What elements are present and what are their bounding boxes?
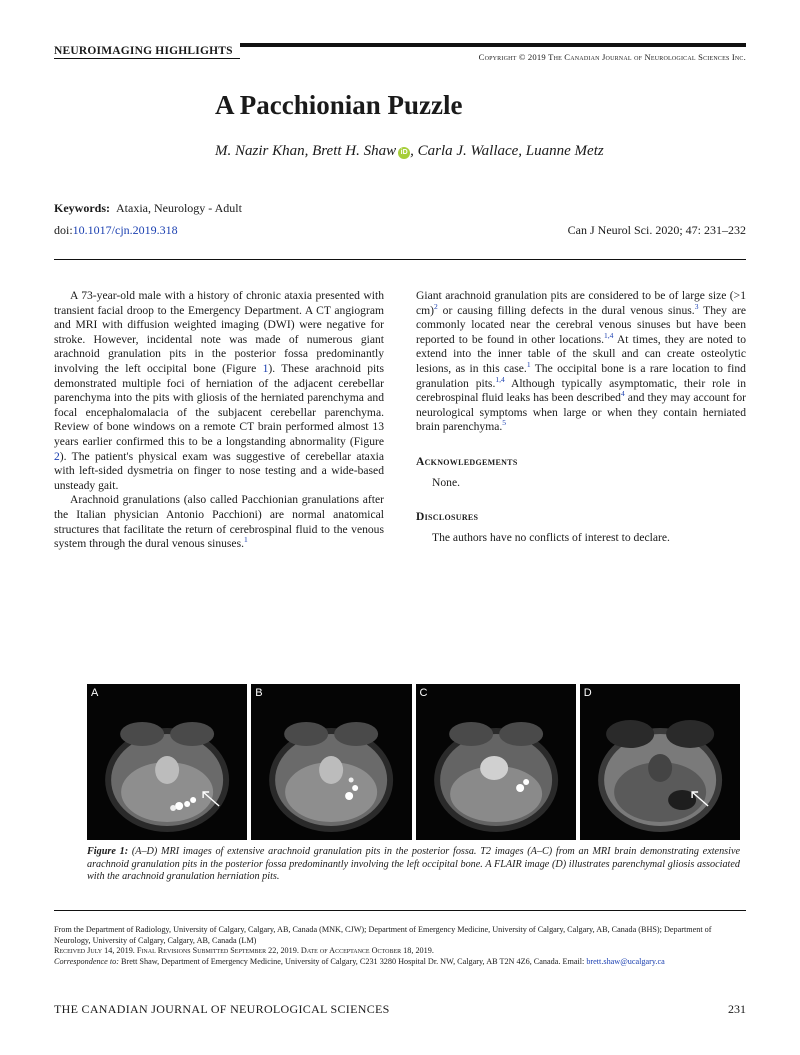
doi-link[interactable]: 10.1017/cjn.2019.318: [72, 223, 178, 237]
keywords: [54, 201, 242, 216]
affiliations: From the Department of Radiology, University of Calgary, Calgary, AB, Canada (MNK, CJW); Department of Emergency Medicine, University of Calgary, Calgary, AB, Canada (BHS); Department of Neurology, University of Calgary, Calgary, AB, Canada (LM): [54, 925, 712, 945]
mri-panel-d: [580, 684, 740, 840]
disclosures-heading: Disclosures: [416, 511, 479, 524]
citation-sup[interactable]: 1: [526, 360, 531, 370]
mri-panel-b: [251, 684, 411, 840]
column-left: [54, 289, 384, 552]
panel-label: C: [419, 687, 428, 699]
mri-image-icon: [251, 684, 411, 840]
citation-sup[interactable]: 4: [620, 389, 625, 399]
figure-1: [87, 684, 740, 840]
section-label: NEUROIMAGING HIGHLIGHTS: [54, 45, 233, 57]
citation-sup[interactable]: 5: [502, 418, 507, 428]
citation: Can J Neurol Sci. 2020; 47: 231–232: [567, 223, 746, 237]
p3-text-f: Although typically asymptomatic, their role in cerebrospinal fluid leaks has been described: [416, 376, 746, 405]
authors-first: M. Nazir Khan, Brett H. Shaw: [215, 143, 397, 159]
footer-journal: THE CANADIAN JOURNAL OF NEUROLOGICAL SCIENCES: [54, 1002, 390, 1016]
p3-text-g: and they may account for neurological symptoms when large or when they contain herniated brain parenchyma.: [416, 391, 746, 434]
citation-sup[interactable]: 1,4: [604, 330, 614, 340]
keywords-value: Ataxia, Neurology - Adult: [116, 201, 242, 215]
mri-image-icon: [87, 684, 247, 840]
p3-text-d: At times, they are noted to extend into the inner table of the skull and can create osteolytic lesions, as in this case.: [416, 332, 746, 375]
author-list: [215, 143, 604, 160]
p3-text-e: The occipital bone is a rare location to find granulation pits.: [416, 361, 746, 390]
copyright-notice: Copyright © 2019 The Canadian Journal of Neurological Sciences Inc.: [478, 52, 746, 62]
p3-text-c: They are commonly located near the cerebral venous sinuses but have been reported to be found in other locations.: [416, 303, 746, 346]
mri-image-icon: [416, 684, 576, 840]
mri-image-icon: [580, 684, 740, 840]
correspondence-label: Correspondence to:: [54, 956, 119, 966]
figure-ref-2[interactable]: 2: [54, 449, 60, 463]
p1-text-b: ). These arachnoid pits demonstrated multiple foci of herniation of the adjacent cerebellar parenchyma into the pits with gliosis of the herniated parenchyma and focal encephalomalacia of the subjacent cerebellar parenchyma. Review of bone windows on a remote CT brain performed almost 13 years earlier confirmed this to be a longstanding abnormality (Figure: [54, 361, 385, 448]
caption-text: (A–D) MRI images of extensive arachnoid granulation pits in the posterior fossa. T2 images (A–C) from an MRI brain demonstrating extensive arachnoid granulation pits in the posterior fossa predominantly involving the left occipital bone. A FLAIR image (D) illustrates parenchymal gliosis associated with the arachnoid granulation herniation pits.: [87, 846, 741, 883]
correspondence: [54, 957, 746, 968]
acknowledgements-heading: Acknowledgements: [416, 455, 518, 468]
panel-label: A: [91, 687, 99, 699]
p1-text-c: ). The patient's physical exam was suggestive of cerebellar ataxia with left-sided dysmetria on finger to nose testing and a wide-based unsteady gait.: [54, 449, 384, 492]
p2-text: Arachnoid granulations (also called Pacchionian granulations after the Italian physician Antonio Pacchioni) are normal anatomical structures that facilitate the return of cerebrospinal fluid to the venous system through the dural venous sinuses.: [54, 493, 384, 551]
panel-label: B: [255, 687, 263, 699]
doi-prefix: doi:: [54, 223, 73, 237]
mri-panel-a: [87, 684, 247, 840]
email-link[interactable]: brett.shaw@ucalgary.ca: [586, 956, 665, 966]
received-dates: Received July 14, 2019. Final Revisions Submitted September 22, 2019. Date of Acceptance October 18, 2019.: [54, 946, 434, 956]
authors-rest: , Carla J. Wallace, Luanne Metz: [410, 143, 604, 159]
citation-sup[interactable]: 1: [244, 535, 248, 545]
paragraph-1: [54, 289, 384, 493]
footnotes: [54, 925, 746, 967]
figure-ref-1[interactable]: 1: [262, 361, 269, 375]
p3-text-b: or causing filling defects in the dural venous sinus.: [437, 303, 695, 317]
column-right: [416, 289, 746, 545]
doi: [54, 223, 178, 238]
paragraph-2: [54, 493, 384, 551]
citation-sup[interactable]: 1,4: [495, 374, 505, 384]
orcid-icon[interactable]: iD: [398, 147, 410, 159]
citation-sup[interactable]: 3: [694, 301, 699, 311]
divider: [54, 259, 746, 260]
acknowledgements-body: None.: [432, 475, 461, 489]
article-title: A Pacchionian Puzzle: [215, 90, 463, 120]
footnote-rule: [54, 910, 746, 911]
disclosures-body: The authors have no conflicts of interest to declare.: [432, 530, 670, 544]
paragraph-3: [416, 289, 746, 435]
correspondence-text: Brett Shaw, Department of Emergency Medicine, University of Calgary, C231 3280 Hospital Dr. NW, Calgary, AB T2N 4Z6, Canada. Email:: [118, 956, 587, 966]
caption-label: Figure 1:: [87, 846, 129, 857]
p3-text-a: Giant arachnoid granulation pits are considered to be of large size (>1 cm): [416, 289, 746, 317]
header-rule-thin: [54, 58, 240, 59]
p1-text-a: A 73-year-old male with a history of chronic ataxia presented with transient facial droop to the Emergency Department. A CT angiogram and MRI with diffusion weighted imaging (DWI) were negative for stroke. However, incidental note was made of numerous giant arachnoid granulation pits in the posterior fossa predominantly involving the left occipital bone (Figure: [54, 289, 384, 375]
keywords-label: Keywords:: [54, 201, 110, 215]
citation-sup[interactable]: 2: [434, 301, 438, 311]
figure-caption: [87, 846, 740, 884]
panel-label: D: [583, 687, 592, 699]
mri-panel-c: [416, 684, 576, 840]
page-number: 231: [728, 1002, 746, 1016]
header-rule: [240, 43, 746, 47]
